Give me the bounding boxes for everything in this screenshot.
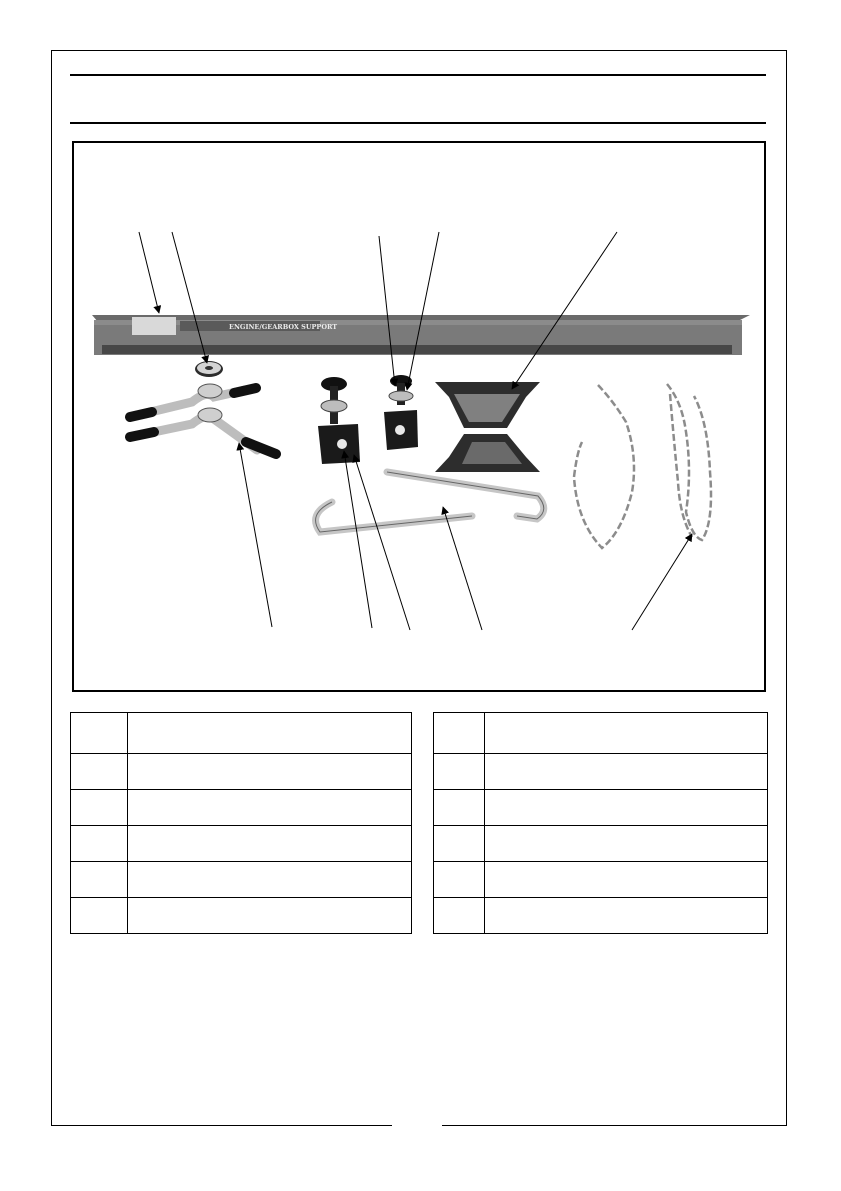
part-description-cell <box>485 754 768 790</box>
part-description-cell <box>485 898 768 934</box>
part-description-cell <box>128 898 412 934</box>
part-number-cell <box>71 790 128 826</box>
footer-page-number <box>392 1118 442 1134</box>
part-description-cell <box>128 754 412 790</box>
parts-table-right <box>433 712 768 934</box>
part-description-cell <box>128 862 412 898</box>
table-row <box>71 898 412 934</box>
part-description-cell <box>485 713 768 754</box>
part-number-cell <box>434 713 485 754</box>
part-number-cell <box>71 713 128 754</box>
part-description-cell <box>128 790 412 826</box>
parts-figure <box>72 141 766 692</box>
clamp-handle-icon <box>130 384 276 454</box>
table-row <box>434 862 768 898</box>
part-number-cell <box>434 826 485 862</box>
header-title <box>70 84 766 114</box>
hook-bolt-assembly-icon <box>318 377 360 464</box>
table-row <box>71 826 412 862</box>
table-row <box>434 790 768 826</box>
table-row <box>434 826 768 862</box>
table-row <box>434 898 768 934</box>
parts-table-left <box>70 712 412 934</box>
header-top-rule <box>70 74 766 76</box>
table-row <box>71 754 412 790</box>
table-row <box>434 713 768 754</box>
parts-illustration <box>74 143 764 690</box>
table-row <box>71 862 412 898</box>
part-description-cell <box>128 826 412 862</box>
part-number-cell <box>71 826 128 862</box>
beam-sticker <box>132 317 176 335</box>
flat-washer-icon <box>195 361 223 377</box>
part-number-cell <box>434 862 485 898</box>
beam-label-text: ENGINE/GEARBOX SUPPORT <box>229 323 338 331</box>
chain-icon <box>574 384 711 548</box>
table-row <box>434 754 768 790</box>
part-number-cell <box>71 754 128 790</box>
part-description-cell <box>485 790 768 826</box>
part-number-cell <box>434 790 485 826</box>
hook-bolt-assembly-2-icon <box>384 375 418 450</box>
j-hook-rod-icon <box>316 472 544 532</box>
part-number-cell <box>71 862 128 898</box>
header-bottom-rule <box>70 122 766 124</box>
table-row <box>71 713 412 754</box>
part-description-cell <box>128 713 412 754</box>
support-pad-bracket-icon <box>435 382 540 472</box>
part-number-cell <box>434 898 485 934</box>
part-number-cell <box>71 898 128 934</box>
part-description-cell <box>485 826 768 862</box>
part-description-cell <box>485 862 768 898</box>
table-row <box>71 790 412 826</box>
part-number-cell <box>434 754 485 790</box>
